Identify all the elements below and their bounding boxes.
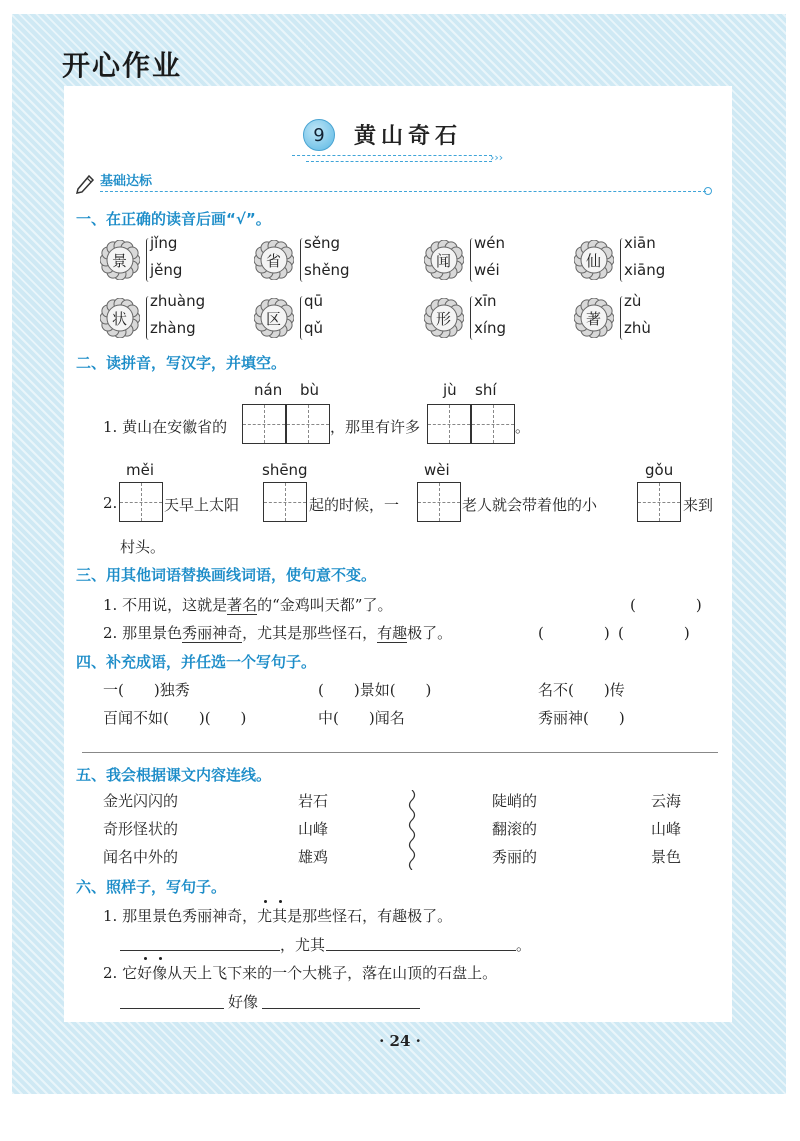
section2-heading: 二、读拼音，写汉字，并填空。 <box>76 354 287 372</box>
section-rule <box>100 191 706 192</box>
q2-2-text-c: 起的时候，一 <box>309 496 400 514</box>
pinyin-shi: shí <box>475 381 497 399</box>
section4-heading: 四、补充成语，并任选一个写句子。 <box>76 653 317 671</box>
section6-heading: 六、照样子，写句子。 <box>76 878 227 896</box>
pinyin-bu: bù <box>300 381 320 399</box>
title-underline <box>292 155 492 156</box>
match-item-left1[interactable]: 金光闪闪的 <box>103 792 179 810</box>
q2-2-text-d: 老人就会带着他的小 <box>462 496 598 514</box>
hanzi-char: 形 <box>436 310 452 328</box>
answer-line[interactable] <box>326 950 516 951</box>
lesson-title: 黄山奇石 <box>354 124 463 149</box>
underlined-word: 著名 <box>227 596 258 614</box>
match-item-right1[interactable]: 山峰 <box>298 820 329 838</box>
q2-1-text-c: 。 <box>515 418 531 436</box>
hanzi-char: 省 <box>266 252 282 270</box>
wavy-divider <box>404 790 420 870</box>
match-item-right1[interactable]: 岩石 <box>298 792 329 810</box>
section3-heading: 三、用其他词语替换画线词语，使句意不变。 <box>76 566 377 584</box>
pinyin-option[interactable]: xíng <box>474 319 507 337</box>
pinyin-option[interactable]: xīn <box>474 292 497 310</box>
pinyin-gou: gǒu <box>645 461 674 479</box>
idiom-blank[interactable]: 名不( )传 <box>538 681 625 699</box>
writing-box[interactable] <box>637 482 681 522</box>
pinyin-option[interactable]: wén <box>474 234 506 252</box>
q3-1: 1. 不用说，这就是著名的“金鸡叫天都”了。 <box>103 596 393 614</box>
pinyin-option[interactable]: zù <box>624 292 642 310</box>
q3-2: 2. 那里景色秀丽神奇，尤其是那些怪石，有趣极了。 <box>103 624 453 642</box>
writing-box[interactable] <box>242 404 286 444</box>
pinyin-mei: měi <box>126 461 155 479</box>
pinyin-option[interactable]: qū <box>304 292 324 310</box>
pinyin-option[interactable]: zhuàng <box>150 292 206 310</box>
pinyin-option[interactable]: zhù <box>624 319 651 337</box>
match-item-right2[interactable]: 云海 <box>651 792 682 810</box>
pinyin-option[interactable]: wéi <box>474 261 500 279</box>
q2-2-text-a: 2. <box>103 494 118 512</box>
lesson-number-badge: 9 <box>303 119 335 151</box>
pinyin-option[interactable]: qǔ <box>304 319 324 337</box>
idiom-blank[interactable]: 百闻不如( )( ) <box>103 709 247 727</box>
match-item-right2[interactable]: 山峰 <box>651 820 682 838</box>
q6-1-mid: ，尤其 <box>280 936 326 954</box>
answer-line[interactable] <box>120 1008 224 1009</box>
answer-line[interactable] <box>120 950 280 951</box>
answer-line[interactable] <box>262 1008 420 1009</box>
q6-2-mid: 好像 <box>228 993 259 1011</box>
match-item-left1[interactable]: 奇形怪状的 <box>103 820 179 838</box>
underlined-word: 有趣 <box>377 624 408 642</box>
pinyin-sheng: shēng <box>262 461 308 479</box>
writing-box[interactable] <box>119 482 163 522</box>
pinyin-wei: wèi <box>424 461 450 479</box>
page-number: · 24 · <box>379 1032 421 1050</box>
match-item-right1[interactable]: 雄鸡 <box>298 848 329 866</box>
hanzi-char: 著 <box>586 310 602 328</box>
pinyin-option[interactable]: zhàng <box>150 319 196 337</box>
pinyin-ju: jù <box>443 381 457 399</box>
writing-line[interactable] <box>82 752 718 753</box>
q6-1-example: 1. 那里景色秀丽神奇， 尤 其是那些怪石，有趣极了。 <box>103 905 452 926</box>
basics-label: 基础达标 <box>100 174 153 189</box>
hanzi-char: 闻 <box>436 252 452 270</box>
match-item-right2[interactable]: 景色 <box>651 848 682 866</box>
q2-2-text-f: 村头。 <box>120 538 166 556</box>
q2-1-text-b: ，那里有许多 <box>330 418 421 436</box>
hanzi-char: 区 <box>266 310 282 328</box>
match-item-left1[interactable]: 闻名中外的 <box>103 848 179 866</box>
q6-2-example: 2. 它 好 像从天上飞下来的一个大桃子，落在山顶的石盘上。 <box>103 962 497 983</box>
q2-2-text-b: 天早上太阳 <box>164 496 240 514</box>
writing-box[interactable] <box>427 404 471 444</box>
writing-box[interactable] <box>286 404 330 444</box>
match-item-left2[interactable]: 翻滚的 <box>492 820 538 838</box>
pencil-icon <box>74 172 96 194</box>
idiom-blank[interactable]: ( )景如( ) <box>318 681 432 699</box>
idiom-blank[interactable]: 一( )独秀 <box>103 681 190 699</box>
writing-box[interactable] <box>471 404 515 444</box>
pinyin-nan: nán <box>254 381 283 399</box>
writing-box[interactable] <box>417 482 461 522</box>
match-item-left2[interactable]: 秀丽的 <box>492 848 538 866</box>
pinyin-option[interactable]: jěng <box>150 261 183 279</box>
hanzi-char: 仙 <box>586 252 602 270</box>
pinyin-option[interactable]: xiāng <box>624 261 666 279</box>
title-underline <box>306 161 492 162</box>
section5-heading: 五、我会根据课文内容连线。 <box>76 766 272 784</box>
match-item-left2[interactable]: 陡峭的 <box>492 792 538 810</box>
underlined-word: 秀丽神奇 <box>182 624 243 642</box>
idiom-blank[interactable]: 中( )闻名 <box>318 709 405 727</box>
arrows-decoration: ››› <box>490 151 504 164</box>
section1-heading: 一、在正确的读音后画“√”。 <box>76 210 271 228</box>
q2-2-text-e: 来到 <box>683 496 714 514</box>
pinyin-option[interactable]: shěng <box>304 261 350 279</box>
hanzi-char: 状 <box>112 310 128 328</box>
pinyin-option[interactable]: xiān <box>624 234 656 252</box>
rule-end-dot <box>704 187 712 195</box>
answer-paren[interactable]: ( ) <box>618 624 690 642</box>
q2-1-text-a: 1. 黄山在安徽省的 <box>103 418 228 436</box>
pinyin-option[interactable]: jǐng <box>150 234 178 252</box>
q6-1-end: 。 <box>516 936 532 954</box>
hanzi-char: 景 <box>112 252 128 270</box>
idiom-blank[interactable]: 秀丽神( ) <box>538 709 625 727</box>
answer-paren[interactable]: ( ) <box>538 624 610 642</box>
pinyin-option[interactable]: sěng <box>304 234 341 252</box>
writing-box[interactable] <box>263 482 307 522</box>
workbook-title: 开心作业 <box>62 49 183 82</box>
answer-paren[interactable]: ( ) <box>630 596 702 614</box>
